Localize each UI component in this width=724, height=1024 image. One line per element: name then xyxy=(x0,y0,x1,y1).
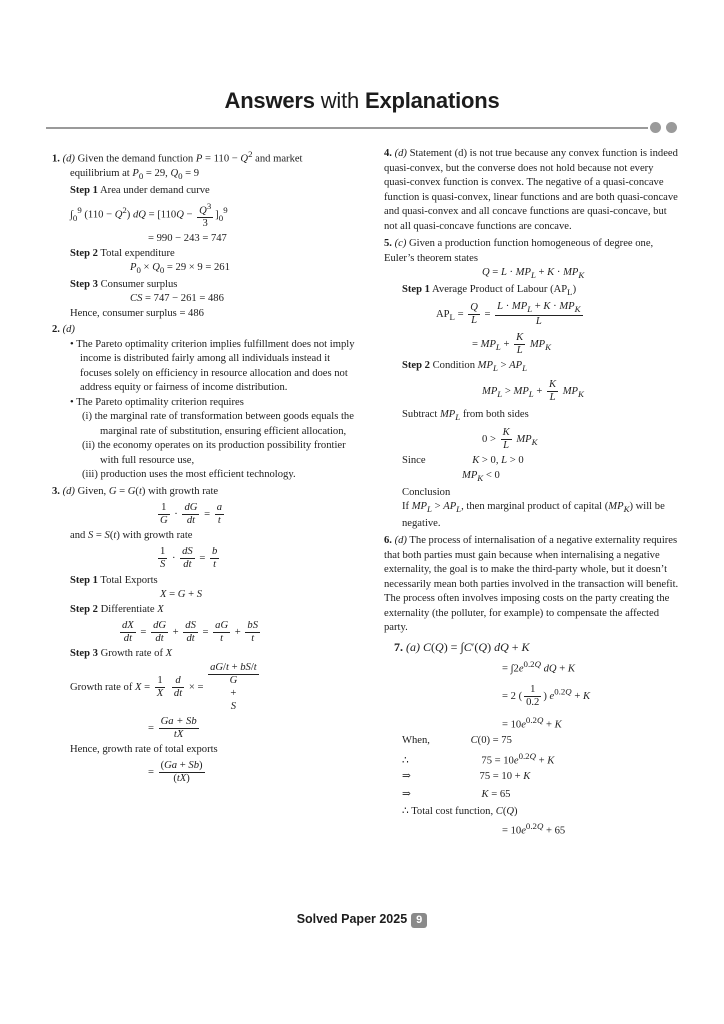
left-line: Step 2 Total expenditure xyxy=(70,247,175,259)
left-line: (ii) the economy operates on its production possibility frontier with full resource use, xyxy=(82,440,346,466)
right-line: Since K > 0, L > 0 xyxy=(402,455,524,467)
right-line: ∴ Total cost function, C(Q) xyxy=(402,805,518,817)
right-line: ∴ $75 = 10e^{0.2Q} + K$ xyxy=(402,750,555,767)
title-rule xyxy=(46,127,648,129)
left-column xyxy=(52,147,362,788)
title-bold-1: Answers xyxy=(224,88,315,113)
left-line: $\frac{dX}{dt}$ = $\frac{dG}{dt}$ + $\frac{dS}{dt}$ = $\frac{aG}{t}$ + $\frac{bS}{t}$ xyxy=(122,619,258,644)
right-line: 7. (a) C(Q) = ∫C′(Q) dQ + K xyxy=(394,639,530,654)
left-line: $\frac{1}{G}$ · $\frac{dG}{dt}$ = $\frac{a}{t}$ xyxy=(160,501,223,526)
right-line: When, C(0) = 75 xyxy=(402,735,512,747)
right-column xyxy=(384,147,680,839)
right-line: 4. (d) Statement (d) is not true because any convex function is indeed quasi-convex, but the converse does not hold because not every quasi-convex function is convex. The negative of a quasi-concave function is quasi-convex, linear functions and are both quasi-concave and quasi-convex and all concave functions are quasi-concave, but not all quasi-concave functions are concave. xyxy=(384,148,678,232)
right-line: $MP_L > MP_L$ + $\frac{K}{L}$ $MP_K$ xyxy=(482,379,584,404)
right-line: = $\int 2e^{0.2Q}$ dQ + K xyxy=(502,659,575,675)
right-line: Subtract $MP_L$ from both sides xyxy=(402,408,529,422)
right-line: If $MP_L > AP_L$, then marginal product of capital $(MP_K)$ will be negative. xyxy=(402,501,665,529)
left-line: 2. (d) xyxy=(52,324,75,336)
right-line: 6. (d) The process of internalisation of a negative externality requires that both parties must gain because when internalising a negative externality, the goal is to make the third-party whole, but it doesn’t necessarily mean both parties involved in the transaction will benefit. The process often involves imposing costs on the party creating the externality (the polluter, for example) to compensate the affected party. xyxy=(384,535,679,634)
right-line: $Q = L \cdot MP_L + K \cdot MP_K$ xyxy=(482,267,585,281)
left-line: Step 1 Total Exports xyxy=(70,574,158,586)
right-line: = 2 ( $\frac{1}{0.2}$ ) $e^{0.2Q} + K$ xyxy=(502,683,591,708)
right-line: Conclusion xyxy=(402,486,451,498)
right-line: ⇒ 75 = 10 + K xyxy=(402,771,531,783)
left-line: Step 2 Differentiate X xyxy=(70,603,164,615)
rule-dot-1 xyxy=(650,122,661,133)
right-line: Step 1 Average Product of Labour $(AP_L)$ xyxy=(402,283,577,297)
right-line: = $MP_L$ + $\frac{K}{L}$ $MP_K$ xyxy=(472,331,552,356)
right-line: $AP_L$ = $\frac{Q}{L}$ = $\frac{L \cdot MP_L + K \cdot MP_K}{L}$ xyxy=(436,300,581,327)
left-line: Growth rate of X = $\frac{1}{X}$ $\frac{d}{dt}$ × = aG/t + bS/t G + S xyxy=(70,661,257,713)
page-title xyxy=(0,88,724,113)
left-line: • The Pareto optimality criterion implies fulfillment does not imply income is distributed fairly among all individuals instead it focuses solely on efficiency in resource allocation and does not address equity or fairness of income distribution. xyxy=(70,338,355,394)
left-line: (iii) production uses the most efficient technology. xyxy=(82,469,296,481)
right-line: 0 > $\frac{K}{L}$ $MP_K$ xyxy=(482,426,538,451)
left-line: Step 3 Consumer surplus xyxy=(70,278,178,290)
right-line: Step 2 Condition $MP_L > AP_L$ xyxy=(402,360,528,374)
title-light: with xyxy=(314,88,365,113)
left-line: and S = S(t) with growth rate xyxy=(70,530,193,542)
left-line: $P_0 \times Q_0 = 29 \times 9 = 261$ xyxy=(130,262,230,276)
left-line: equilibrium at $P_0 = 29$, $Q_0 = 9$ xyxy=(70,168,200,182)
page-number: 9 xyxy=(411,913,427,928)
rule-dot-2 xyxy=(666,122,677,133)
left-line: X = G + S xyxy=(160,589,202,601)
left-line: = $\frac{Ga + Sb}{tX}$ xyxy=(148,715,197,740)
left-line: Hence, growth rate of total exports xyxy=(70,744,218,756)
left-line: • The Pareto optimality criterion requires xyxy=(70,396,244,408)
right-line: $MP_K < 0$ xyxy=(462,469,500,484)
left-line: $\frac{1}{S}$ · $\frac{dS}{dt}$ = $\frac{b}{t}$ xyxy=(160,546,218,571)
title-bold-2: Explanations xyxy=(364,88,500,113)
left-line: 1. (d) Given the demand function $P = 110 - Q^2$ and market xyxy=(52,149,303,165)
left-line: = $\frac{(Ga + Sb)}{(tX)}$ xyxy=(148,760,203,785)
right-line: = $10e^{0.2Q} + K$ xyxy=(502,715,562,731)
right-line: ⇒ K = 65 xyxy=(402,789,511,801)
left-line: CS = 747 − 261 = 486 xyxy=(130,293,224,305)
left-line: Hence, consumer surplus = 486 xyxy=(70,307,204,319)
right-line: = $10e^{0.2Q} + 65$ xyxy=(502,821,566,837)
left-line: 3. (d) Given, G = G(t) with growth rate xyxy=(52,485,219,497)
right-line: 5. (c) Given a production function homogeneous of degree one, Euler’s theorem states xyxy=(384,238,654,264)
footer xyxy=(0,912,724,928)
left-line: (i) the marginal rate of transformation between goods equals the marginal rate of substitution, ensuring efficient allocation, xyxy=(82,411,354,437)
left-line: $\int_0^9$ $(110 - Q^2)$ dQ = [110Q − $\frac{Q^3}{3}$ ]$_0^9$ xyxy=(70,200,228,230)
left-line: Step 1 Area under demand curve xyxy=(70,184,210,196)
footer-label: Solved Paper 2025 xyxy=(296,912,408,926)
left-line: Step 3 Growth rate of X xyxy=(70,648,173,660)
left-line: = 990 − 243 = 747 xyxy=(148,233,227,245)
